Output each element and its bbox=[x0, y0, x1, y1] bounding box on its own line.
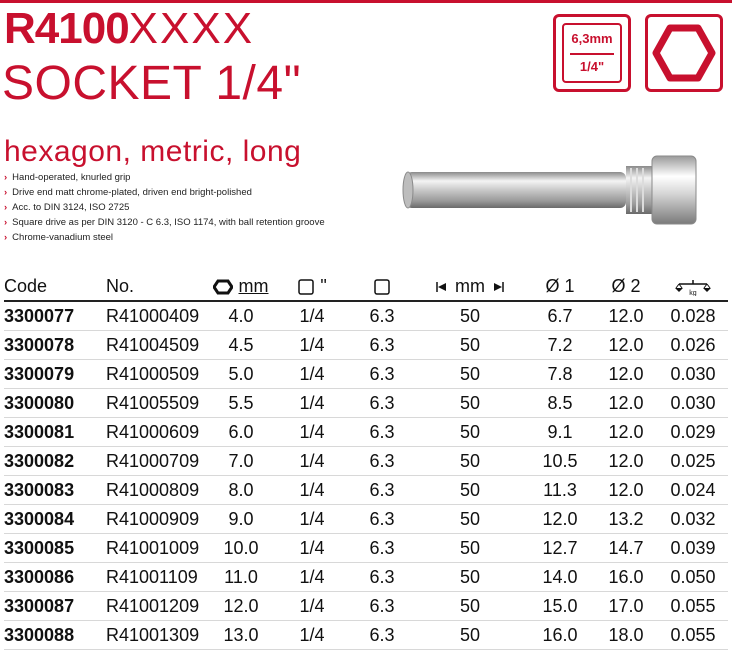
cell-weight: 0.055 bbox=[658, 621, 728, 650]
cell-hex-size: 4.5 bbox=[208, 331, 274, 360]
cell-no: R41000509 bbox=[106, 360, 208, 389]
cell-drive-inch: 1/4 bbox=[274, 563, 350, 592]
cell-drive-mm: 6.3 bbox=[350, 447, 414, 476]
cell-code: 3300087 bbox=[4, 592, 106, 621]
cell-weight: 0.029 bbox=[658, 418, 728, 447]
cell-drive-inch: 1/4 bbox=[274, 360, 350, 389]
cell-diameter-1: 16.0 bbox=[526, 621, 594, 650]
cell-drive-mm: 6.3 bbox=[350, 534, 414, 563]
cell-length: 50 bbox=[414, 476, 526, 505]
feature-list bbox=[4, 170, 325, 245]
cell-no: R41000909 bbox=[106, 505, 208, 534]
cell-hex-size: 7.0 bbox=[208, 447, 274, 476]
feature-item: › Acc. to DIN 3124, ISO 2725 bbox=[4, 200, 325, 215]
cell-weight: 0.030 bbox=[658, 389, 728, 418]
cell-weight: 0.028 bbox=[658, 301, 728, 331]
cell-drive-mm: 6.3 bbox=[350, 360, 414, 389]
square-drive-icon bbox=[373, 278, 391, 296]
table-body bbox=[4, 301, 728, 650]
cell-diameter-1: 6.7 bbox=[526, 301, 594, 331]
cell-drive-inch: 1/4 bbox=[274, 621, 350, 650]
cell-drive-mm: 6.3 bbox=[350, 389, 414, 418]
drive-size-badge-inner bbox=[562, 23, 622, 83]
cell-drive-mm: 6.3 bbox=[350, 621, 414, 650]
drive-size-inch: 1/4" bbox=[579, 59, 605, 74]
cell-no: R41001309 bbox=[106, 621, 208, 650]
table-row bbox=[4, 331, 728, 360]
cell-length: 50 bbox=[414, 331, 526, 360]
cell-hex-size: 10.0 bbox=[208, 534, 274, 563]
cell-drive-inch: 1/4 bbox=[274, 418, 350, 447]
cell-code: 3300081 bbox=[4, 418, 106, 447]
column-header-diameter-2: Ø 2 bbox=[594, 272, 658, 301]
cell-weight: 0.030 bbox=[658, 360, 728, 389]
table-row bbox=[4, 534, 728, 563]
length-arrow-right-icon bbox=[490, 281, 504, 293]
cell-no: R41001009 bbox=[106, 534, 208, 563]
cell-length: 50 bbox=[414, 592, 526, 621]
weight-unit: kg bbox=[689, 289, 697, 296]
hex-size-unit: mm bbox=[238, 275, 269, 296]
cell-drive-inch: 1/4 bbox=[274, 301, 350, 331]
cell-code: 3300086 bbox=[4, 563, 106, 592]
cell-weight: 0.026 bbox=[658, 331, 728, 360]
cell-weight: 0.025 bbox=[658, 447, 728, 476]
hexagon-icon bbox=[648, 17, 720, 89]
cell-drive-mm: 6.3 bbox=[350, 301, 414, 331]
cell-no: R41000409 bbox=[106, 301, 208, 331]
cell-weight: 0.050 bbox=[658, 563, 728, 592]
cell-code: 3300080 bbox=[4, 389, 106, 418]
cell-hex-size: 5.5 bbox=[208, 389, 274, 418]
cell-diameter-1: 12.0 bbox=[526, 505, 594, 534]
cell-no: R41001209 bbox=[106, 592, 208, 621]
table-row bbox=[4, 418, 728, 447]
cell-diameter-1: 10.5 bbox=[526, 447, 594, 476]
cell-diameter-2: 14.7 bbox=[594, 534, 658, 563]
hexagon-icon bbox=[213, 279, 233, 295]
drive-inch-unit: " bbox=[320, 275, 327, 296]
table-row bbox=[4, 621, 728, 650]
feature-item: › Square drive as per DIN 3120 - C 6.3, ISO 1174, with ball retention groove bbox=[4, 215, 325, 230]
feature-item: › Chrome-vanadium steel bbox=[4, 230, 325, 245]
cell-diameter-2: 12.0 bbox=[594, 389, 658, 418]
length-arrow-left-icon bbox=[436, 281, 450, 293]
cell-diameter-2: 16.0 bbox=[594, 563, 658, 592]
cell-hex-size: 9.0 bbox=[208, 505, 274, 534]
cell-drive-inch: 1/4 bbox=[274, 389, 350, 418]
cell-weight: 0.055 bbox=[658, 592, 728, 621]
cell-diameter-1: 11.3 bbox=[526, 476, 594, 505]
table-row bbox=[4, 360, 728, 389]
cell-diameter-2: 12.0 bbox=[594, 476, 658, 505]
cell-drive-mm: 6.3 bbox=[350, 592, 414, 621]
cell-length: 50 bbox=[414, 418, 526, 447]
cell-weight: 0.024 bbox=[658, 476, 728, 505]
product-description: hexagon, metric, long bbox=[4, 135, 302, 168]
cell-diameter-1: 7.2 bbox=[526, 331, 594, 360]
product-name: SOCKET 1/4" bbox=[2, 57, 302, 110]
table-row bbox=[4, 301, 728, 331]
drive-size-mm: 6,3mm bbox=[571, 31, 613, 46]
column-header-code: Code bbox=[4, 272, 106, 301]
cell-code: 3300082 bbox=[4, 447, 106, 476]
cell-length: 50 bbox=[414, 563, 526, 592]
hexagon-badge bbox=[645, 14, 723, 92]
column-header-drive-mm bbox=[350, 272, 414, 301]
cell-no: R41000809 bbox=[106, 476, 208, 505]
cell-diameter-1: 8.5 bbox=[526, 389, 594, 418]
cell-diameter-1: 15.0 bbox=[526, 592, 594, 621]
column-header-weight bbox=[658, 272, 728, 301]
cell-length: 50 bbox=[414, 534, 526, 563]
cell-length: 50 bbox=[414, 360, 526, 389]
cell-diameter-2: 17.0 bbox=[594, 592, 658, 621]
cell-code: 3300079 bbox=[4, 360, 106, 389]
cell-no: R41000709 bbox=[106, 447, 208, 476]
cell-no: R41005509 bbox=[106, 389, 208, 418]
cell-hex-size: 8.0 bbox=[208, 476, 274, 505]
cell-diameter-1: 9.1 bbox=[526, 418, 594, 447]
cell-hex-size: 11.0 bbox=[208, 563, 274, 592]
drive-size-divider bbox=[570, 53, 614, 55]
square-drive-icon bbox=[297, 278, 315, 296]
cell-diameter-2: 12.0 bbox=[594, 331, 658, 360]
socket-product-image bbox=[402, 150, 698, 230]
cell-weight: 0.032 bbox=[658, 505, 728, 534]
cell-length: 50 bbox=[414, 505, 526, 534]
cell-drive-mm: 6.3 bbox=[350, 505, 414, 534]
drive-size-badge bbox=[553, 14, 631, 92]
table-row bbox=[4, 447, 728, 476]
cell-diameter-1: 14.0 bbox=[526, 563, 594, 592]
cell-diameter-2: 13.2 bbox=[594, 505, 658, 534]
cell-weight: 0.039 bbox=[658, 534, 728, 563]
cell-code: 3300088 bbox=[4, 621, 106, 650]
cell-drive-mm: 6.3 bbox=[350, 476, 414, 505]
cell-length: 50 bbox=[414, 621, 526, 650]
product-code-suffix: XXXX bbox=[128, 4, 255, 53]
cell-drive-inch: 1/4 bbox=[274, 534, 350, 563]
cell-drive-inch: 1/4 bbox=[274, 476, 350, 505]
cell-diameter-2: 12.0 bbox=[594, 301, 658, 331]
cell-length: 50 bbox=[414, 301, 526, 331]
cell-code: 3300083 bbox=[4, 476, 106, 505]
cell-drive-mm: 6.3 bbox=[350, 331, 414, 360]
top-accent-line bbox=[0, 0, 732, 3]
column-header-hex-size bbox=[208, 272, 274, 301]
specification-table bbox=[4, 272, 728, 650]
column-header-no: No. bbox=[106, 272, 208, 301]
cell-drive-mm: 6.3 bbox=[350, 418, 414, 447]
cell-diameter-2: 12.0 bbox=[594, 360, 658, 389]
column-header-length bbox=[414, 272, 526, 301]
cell-code: 3300085 bbox=[4, 534, 106, 563]
cell-drive-inch: 1/4 bbox=[274, 505, 350, 534]
table-row bbox=[4, 505, 728, 534]
cell-drive-inch: 1/4 bbox=[274, 331, 350, 360]
cell-hex-size: 13.0 bbox=[208, 621, 274, 650]
cell-hex-size: 4.0 bbox=[208, 301, 274, 331]
cell-length: 50 bbox=[414, 389, 526, 418]
table-row bbox=[4, 592, 728, 621]
cell-length: 50 bbox=[414, 447, 526, 476]
cell-diameter-2: 18.0 bbox=[594, 621, 658, 650]
cell-diameter-2: 12.0 bbox=[594, 447, 658, 476]
cell-no: R41004509 bbox=[106, 331, 208, 360]
column-header-drive-inch bbox=[274, 272, 350, 301]
cell-code: 3300078 bbox=[4, 331, 106, 360]
product-code-prefix: R4100 bbox=[4, 4, 129, 53]
length-unit: mm bbox=[455, 275, 485, 296]
table-row bbox=[4, 389, 728, 418]
column-header-diameter-1: Ø 1 bbox=[526, 272, 594, 301]
scale-icon bbox=[673, 278, 713, 296]
feature-item: › Hand-operated, knurled grip bbox=[4, 170, 325, 185]
cell-code: 3300077 bbox=[4, 301, 106, 331]
cell-hex-size: 12.0 bbox=[208, 592, 274, 621]
product-code-title bbox=[4, 6, 254, 52]
feature-item: › Drive end matt chrome-plated, driven end bright-polished bbox=[4, 185, 325, 200]
table-header-row bbox=[4, 272, 728, 301]
cell-hex-size: 6.0 bbox=[208, 418, 274, 447]
cell-diameter-1: 12.7 bbox=[526, 534, 594, 563]
cell-drive-mm: 6.3 bbox=[350, 563, 414, 592]
cell-no: R41001109 bbox=[106, 563, 208, 592]
cell-diameter-1: 7.8 bbox=[526, 360, 594, 389]
cell-no: R41000609 bbox=[106, 418, 208, 447]
table-row bbox=[4, 563, 728, 592]
cell-drive-inch: 1/4 bbox=[274, 447, 350, 476]
cell-hex-size: 5.0 bbox=[208, 360, 274, 389]
cell-code: 3300084 bbox=[4, 505, 106, 534]
cell-diameter-2: 12.0 bbox=[594, 418, 658, 447]
cell-drive-inch: 1/4 bbox=[274, 592, 350, 621]
table-row bbox=[4, 476, 728, 505]
